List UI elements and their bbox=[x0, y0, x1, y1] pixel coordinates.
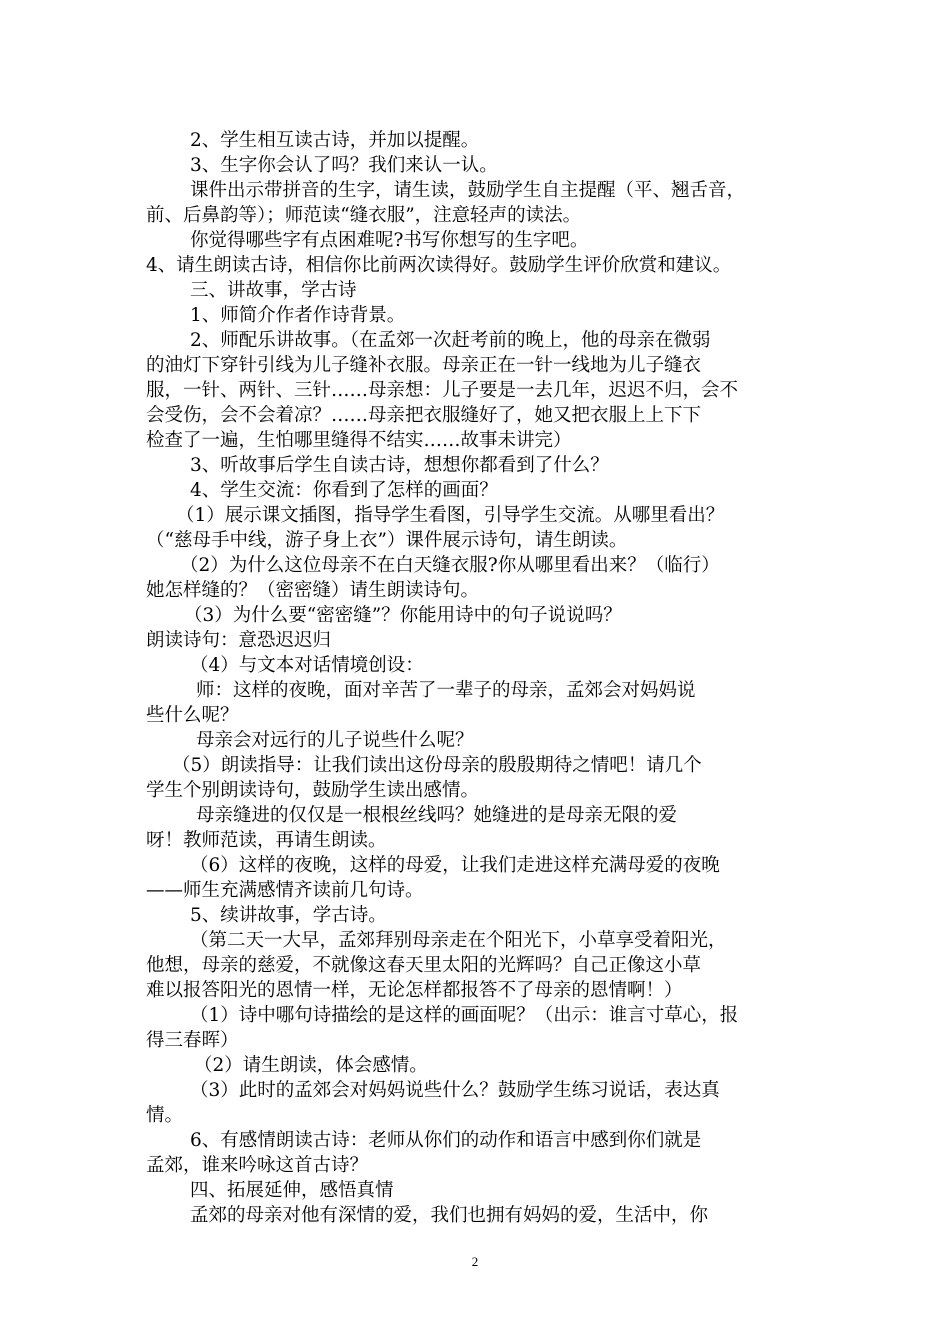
text-line: 服，一针、两针、三针……母亲想：儿子要是一去几年，迟迟不归，会不 bbox=[146, 380, 739, 401]
text-line: （第二天一大早，孟郊拜别母亲走在个阳光下，小草享受着阳光， bbox=[190, 930, 727, 951]
text-line: （2）请生朗读，体会感情。 bbox=[194, 1055, 428, 1076]
text-line: 2、师配乐讲故事。（在孟郊一次赶考前的晚上，他的母亲在微弱 bbox=[190, 330, 711, 351]
text-line: 3、生字你会认了吗？我们来认一认。 bbox=[190, 155, 498, 176]
text-line: 孟郊的母亲对他有深情的爱，我们也拥有妈妈的爱，生活中，你 bbox=[190, 1205, 709, 1226]
text-line: 2、学生相互读古诗，并加以提醒。 bbox=[190, 130, 480, 151]
text-line: 三、讲故事，学古诗 bbox=[190, 280, 357, 301]
text-line: 母亲会对远行的儿子说些什么呢？ bbox=[196, 730, 474, 751]
text-line: （1）诗中哪句诗描绘的是这样的画面呢？（出示：谁言寸草心，报 bbox=[190, 1005, 739, 1026]
text-line: 你觉得哪些字有点困难呢?书写你想写的生字吧。 bbox=[190, 230, 589, 251]
page-number: 2 bbox=[471, 1254, 479, 1269]
text-line: （“慈母手中线，游子身上衣”）课件展示诗句，请生朗读。 bbox=[146, 530, 628, 551]
text-line: 呀！教师范读，再请生朗读。 bbox=[146, 830, 387, 851]
text-line: 孟郊，谁来吟咏这首古诗？ bbox=[146, 1155, 369, 1176]
text-line: （1）展示课文插图，指导学生看图，引导学生交流。从哪里看出？ bbox=[176, 505, 725, 526]
text-line: 1、师简介作者作诗背景。 bbox=[190, 305, 406, 326]
text-line: 四、拓展延伸，感悟真情 bbox=[190, 1180, 394, 1201]
text-line: 6、有感情朗读古诗：老师从你们的动作和语言中感到你们就是 bbox=[190, 1130, 702, 1151]
text-line: （5）朗读指导：让我们读出这份母亲的殷殷期待之情吧！请几个 bbox=[172, 755, 702, 776]
text-line: 前、后鼻韵等）；师范读“缝衣服”，注意轻声的读法。 bbox=[146, 205, 582, 226]
text-line: 情。 bbox=[146, 1105, 184, 1126]
text-line: （3）此时的孟郊会对妈妈说些什么？鼓励学生练习说话，表达真 bbox=[190, 1080, 720, 1101]
text-line: 3、听故事后学生自读古诗，想想你都看到了什么？ bbox=[190, 455, 609, 476]
text-line: 检查了一遍，生怕哪里缝得不结实……故事未讲完） bbox=[146, 430, 572, 451]
text-line: 难以报答阳光的恩情一样，无论怎样都报答不了母亲的恩情啊！） bbox=[146, 980, 683, 1001]
text-line: 他想，母亲的慈爱，不就像这春天里太阳的光辉吗？自己正像这小草 bbox=[146, 955, 702, 976]
text-line: （2）为什么这位母亲不在白天缝衣服?你从哪里看出来？（临行） bbox=[180, 555, 720, 576]
text-line: 她怎样缝的？（密密缝）请生朗读诗句。 bbox=[146, 580, 480, 601]
text-line: ——师生充满感情齐读前几句诗。 bbox=[146, 880, 424, 901]
text-line: （6）这样的夜晚，这样的母爱，让我们走进这样充满母爱的夜晚 bbox=[190, 855, 720, 876]
text-line: 朗读诗句：意恐迟迟归 bbox=[146, 630, 332, 651]
text-line: 5、续讲故事，学古诗。 bbox=[190, 905, 387, 926]
text-line: 母亲缝进的仅仅是一根根丝线吗？她缝进的是母亲无限的爱 bbox=[196, 805, 678, 826]
text-line: 些什么呢？ bbox=[146, 705, 239, 726]
text-line: 4、学生交流：你看到了怎样的画面？ bbox=[190, 480, 498, 501]
text-line: 会受伤，会不会着凉？……母亲把衣服缝好了，她又把衣服上上下下 bbox=[146, 405, 702, 426]
text-line: 的油灯下穿针引线为儿子缝补衣服。母亲正在一针一线地为儿子缝衣 bbox=[146, 355, 702, 376]
text-line: 课件出示带拼音的生字，请生读，鼓励学生自主提醒（平、翘舌音， bbox=[190, 180, 746, 201]
text-line: 师：这样的夜晚，面对辛苦了一辈子的母亲，孟郊会对妈妈说 bbox=[196, 680, 696, 701]
text-line: 4、请生朗读古诗，相信你比前两次读得好。鼓励学生评价欣赏和建议。 bbox=[146, 255, 732, 276]
text-line: （3）为什么要“密密缝”？你能用诗中的句子说说吗？ bbox=[184, 605, 622, 626]
text-line: （4）与文本对话情境创设： bbox=[190, 655, 424, 676]
text-line: 得三春晖） bbox=[146, 1030, 239, 1051]
text-line: 学生个别朗读诗句，鼓励学生读出感情。 bbox=[146, 780, 480, 801]
